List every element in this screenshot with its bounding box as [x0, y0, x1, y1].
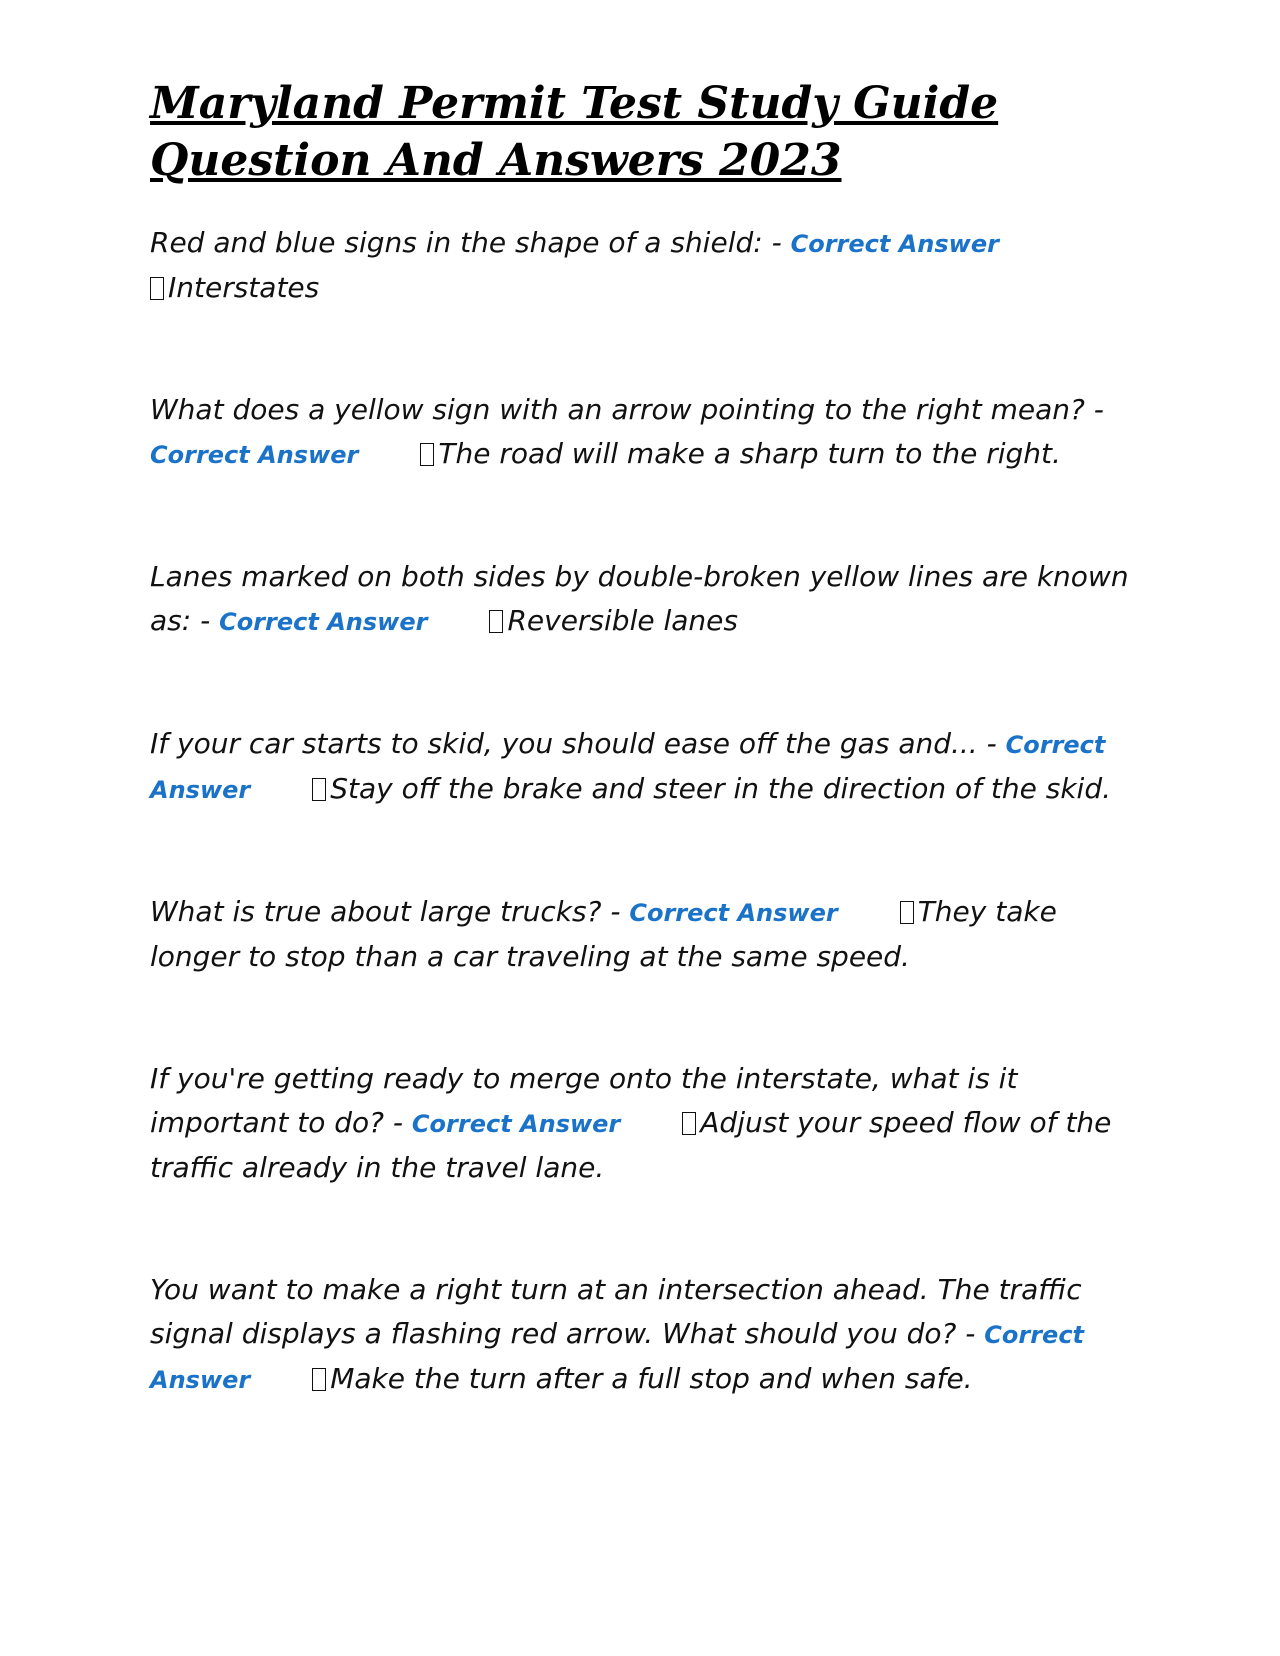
- answer-marker-icon: [312, 1368, 326, 1391]
- separator: -: [1084, 393, 1104, 426]
- question-text: You want to make a right turn at an intersection ahead. The traffic signal displays a flashing red arrow. What should you do?: [150, 1273, 1082, 1350]
- separator: -: [191, 604, 220, 637]
- question-text: If your car starts to skid, you should ease off the gas and...: [150, 727, 978, 760]
- question-text: Lanes marked on both sides by double-broken yellow lines are known as:: [150, 560, 1129, 637]
- qa-item-2: [150, 388, 1130, 477]
- answer-marker-icon: [312, 778, 326, 801]
- separator: -: [977, 727, 1006, 760]
- question-text: If you're getting ready to merge onto the interstate, what is it important to do?: [150, 1062, 1018, 1139]
- answer-text: Stay off the brake and steer in the direction of the skid.: [330, 772, 1111, 805]
- qa-item-1: [150, 221, 1130, 310]
- answer-marker-icon: [900, 901, 914, 924]
- answer-marker-icon: [420, 443, 434, 466]
- correct-answer-label: Correct Answer: [150, 1321, 1085, 1394]
- separator: -: [956, 1317, 985, 1350]
- answer-text: The road will make a sharp turn to the right.: [438, 437, 1061, 470]
- answer-text: Reversible lanes: [507, 604, 738, 637]
- separator: -: [762, 226, 791, 259]
- qa-item-4: [150, 722, 1130, 812]
- answer-text: Adjust your speed flow of the traffic already in the travel lane.: [150, 1106, 1112, 1184]
- qa-item-3: [150, 555, 1130, 644]
- answer-text: Make the turn after a full stop and when safe.: [330, 1362, 973, 1395]
- correct-answer-label: Correct Answer: [629, 899, 838, 927]
- qa-item-6: [150, 1057, 1130, 1190]
- question-text: Red and blue signs in the shape of a shield:: [150, 226, 763, 259]
- answer-text: Interstates: [168, 271, 320, 304]
- separator: -: [601, 895, 630, 928]
- correct-answer-label: Correct Answer: [790, 230, 999, 258]
- question-text: What is true about large trucks?: [150, 895, 602, 928]
- correct-answer-label: Correct Answer: [150, 731, 1106, 804]
- qa-item-7: [150, 1268, 1130, 1402]
- qa-item-5: [150, 890, 1130, 979]
- question-text: What does a yellow sign with an arrow pointing to the right mean?: [150, 393, 1085, 426]
- answer-marker-icon: [489, 610, 503, 633]
- answer-text: They take longer to stop than a car traveling at the same speed.: [150, 895, 1057, 973]
- document-title: Maryland Permit Test Study Guide Question And Answers 2023: [150, 78, 999, 186]
- correct-answer-label: Correct Answer: [150, 441, 359, 469]
- correct-answer-label: Correct Answer: [219, 608, 428, 636]
- correct-answer-label: Correct Answer: [411, 1110, 621, 1138]
- answer-marker-icon: [150, 277, 164, 300]
- separator: -: [384, 1106, 412, 1139]
- document-page: [150, 75, 1130, 1480]
- answer-marker-icon: [682, 1112, 696, 1135]
